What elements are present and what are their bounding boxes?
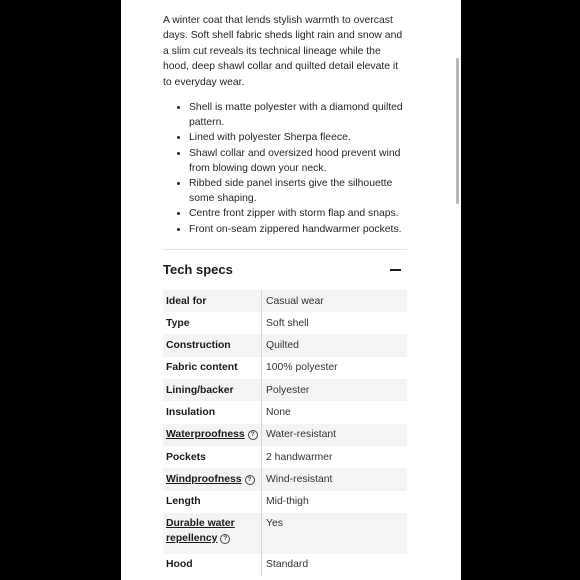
spec-value: Polyester (262, 379, 408, 401)
table-row (163, 357, 407, 379)
spec-label: Ideal for (163, 290, 262, 312)
spec-label: Pockets (163, 446, 262, 468)
list-item: • Shawl collar and oversized hood prevent wind from blowing down your neck. (189, 146, 407, 176)
spec-value: Standard (266, 559, 309, 571)
product-description: A winter coat that lends stylish warmth to overcast days. Soft shell fabric sheds light rain and snow and a slim cut reveals its technical lineage while the hood, deep shawl collar and quilted detail elevate it to everyday wear. (163, 15, 403, 88)
table-row (163, 424, 407, 446)
spec-value: Casual wear (262, 290, 408, 312)
spec-label-cell (163, 424, 262, 446)
spec-label: Type (163, 312, 262, 334)
spec-value: 100% polyester (266, 362, 338, 374)
spec-label: Fabric content (163, 357, 262, 379)
table-row (163, 379, 407, 401)
windproofness-link[interactable]: Windproofness (166, 473, 242, 485)
spec-label: Length (163, 491, 262, 513)
list-item: • Shell is matte polyester with a diamond quilted pattern. (189, 100, 407, 130)
spec-label-cell (163, 513, 262, 554)
table-row (163, 401, 407, 423)
product-details (163, 13, 407, 576)
list-item: • Lined with polyester Sherpa fleece. (189, 130, 407, 145)
table-row (163, 312, 407, 334)
minus-icon[interactable] (390, 269, 401, 271)
table-row (163, 491, 407, 513)
tech-specs-header[interactable] (163, 250, 407, 290)
spec-value: Soft shell (266, 317, 309, 329)
spec-value: Yes (262, 513, 408, 554)
scrollbar[interactable] (456, 58, 459, 204)
table-row (163, 468, 407, 490)
table-row (163, 334, 407, 356)
spec-value: Mid-thigh (266, 496, 309, 508)
spec-label: Insulation (163, 401, 262, 423)
spec-value: 2 handwarmer (266, 451, 333, 463)
help-icon[interactable]: ? (220, 534, 230, 544)
spec-value: Water-resistant (262, 424, 408, 446)
spec-label: Hood (163, 554, 262, 576)
list-item: • Ribbed side panel inserts give the silhouette some shaping. (189, 176, 407, 206)
spec-value: None (266, 406, 291, 418)
feature-list (163, 100, 407, 237)
table-row (163, 554, 407, 576)
help-icon[interactable]: ? (245, 475, 255, 485)
product-page (121, 0, 461, 580)
list-item: • Front on-seam zippered handwarmer pockets. (189, 222, 407, 237)
tech-specs-table (163, 290, 407, 576)
spec-label: Lining/backer (163, 379, 262, 401)
table-row (163, 290, 407, 312)
list-item: • Centre front zipper with storm flap and snaps. (189, 206, 407, 221)
spec-label: Construction (163, 334, 262, 356)
tech-specs-title: Tech specs (163, 262, 233, 278)
spec-value: Quilted (262, 334, 408, 356)
spec-value: Wind-resistant (262, 468, 408, 490)
help-icon[interactable]: ? (248, 430, 258, 440)
spec-label-cell (163, 468, 262, 490)
table-row (163, 513, 407, 554)
dwr-link[interactable]: Durable water repellency (166, 517, 235, 544)
waterproofness-link[interactable]: Waterproofness (166, 429, 245, 441)
table-row (163, 446, 407, 468)
